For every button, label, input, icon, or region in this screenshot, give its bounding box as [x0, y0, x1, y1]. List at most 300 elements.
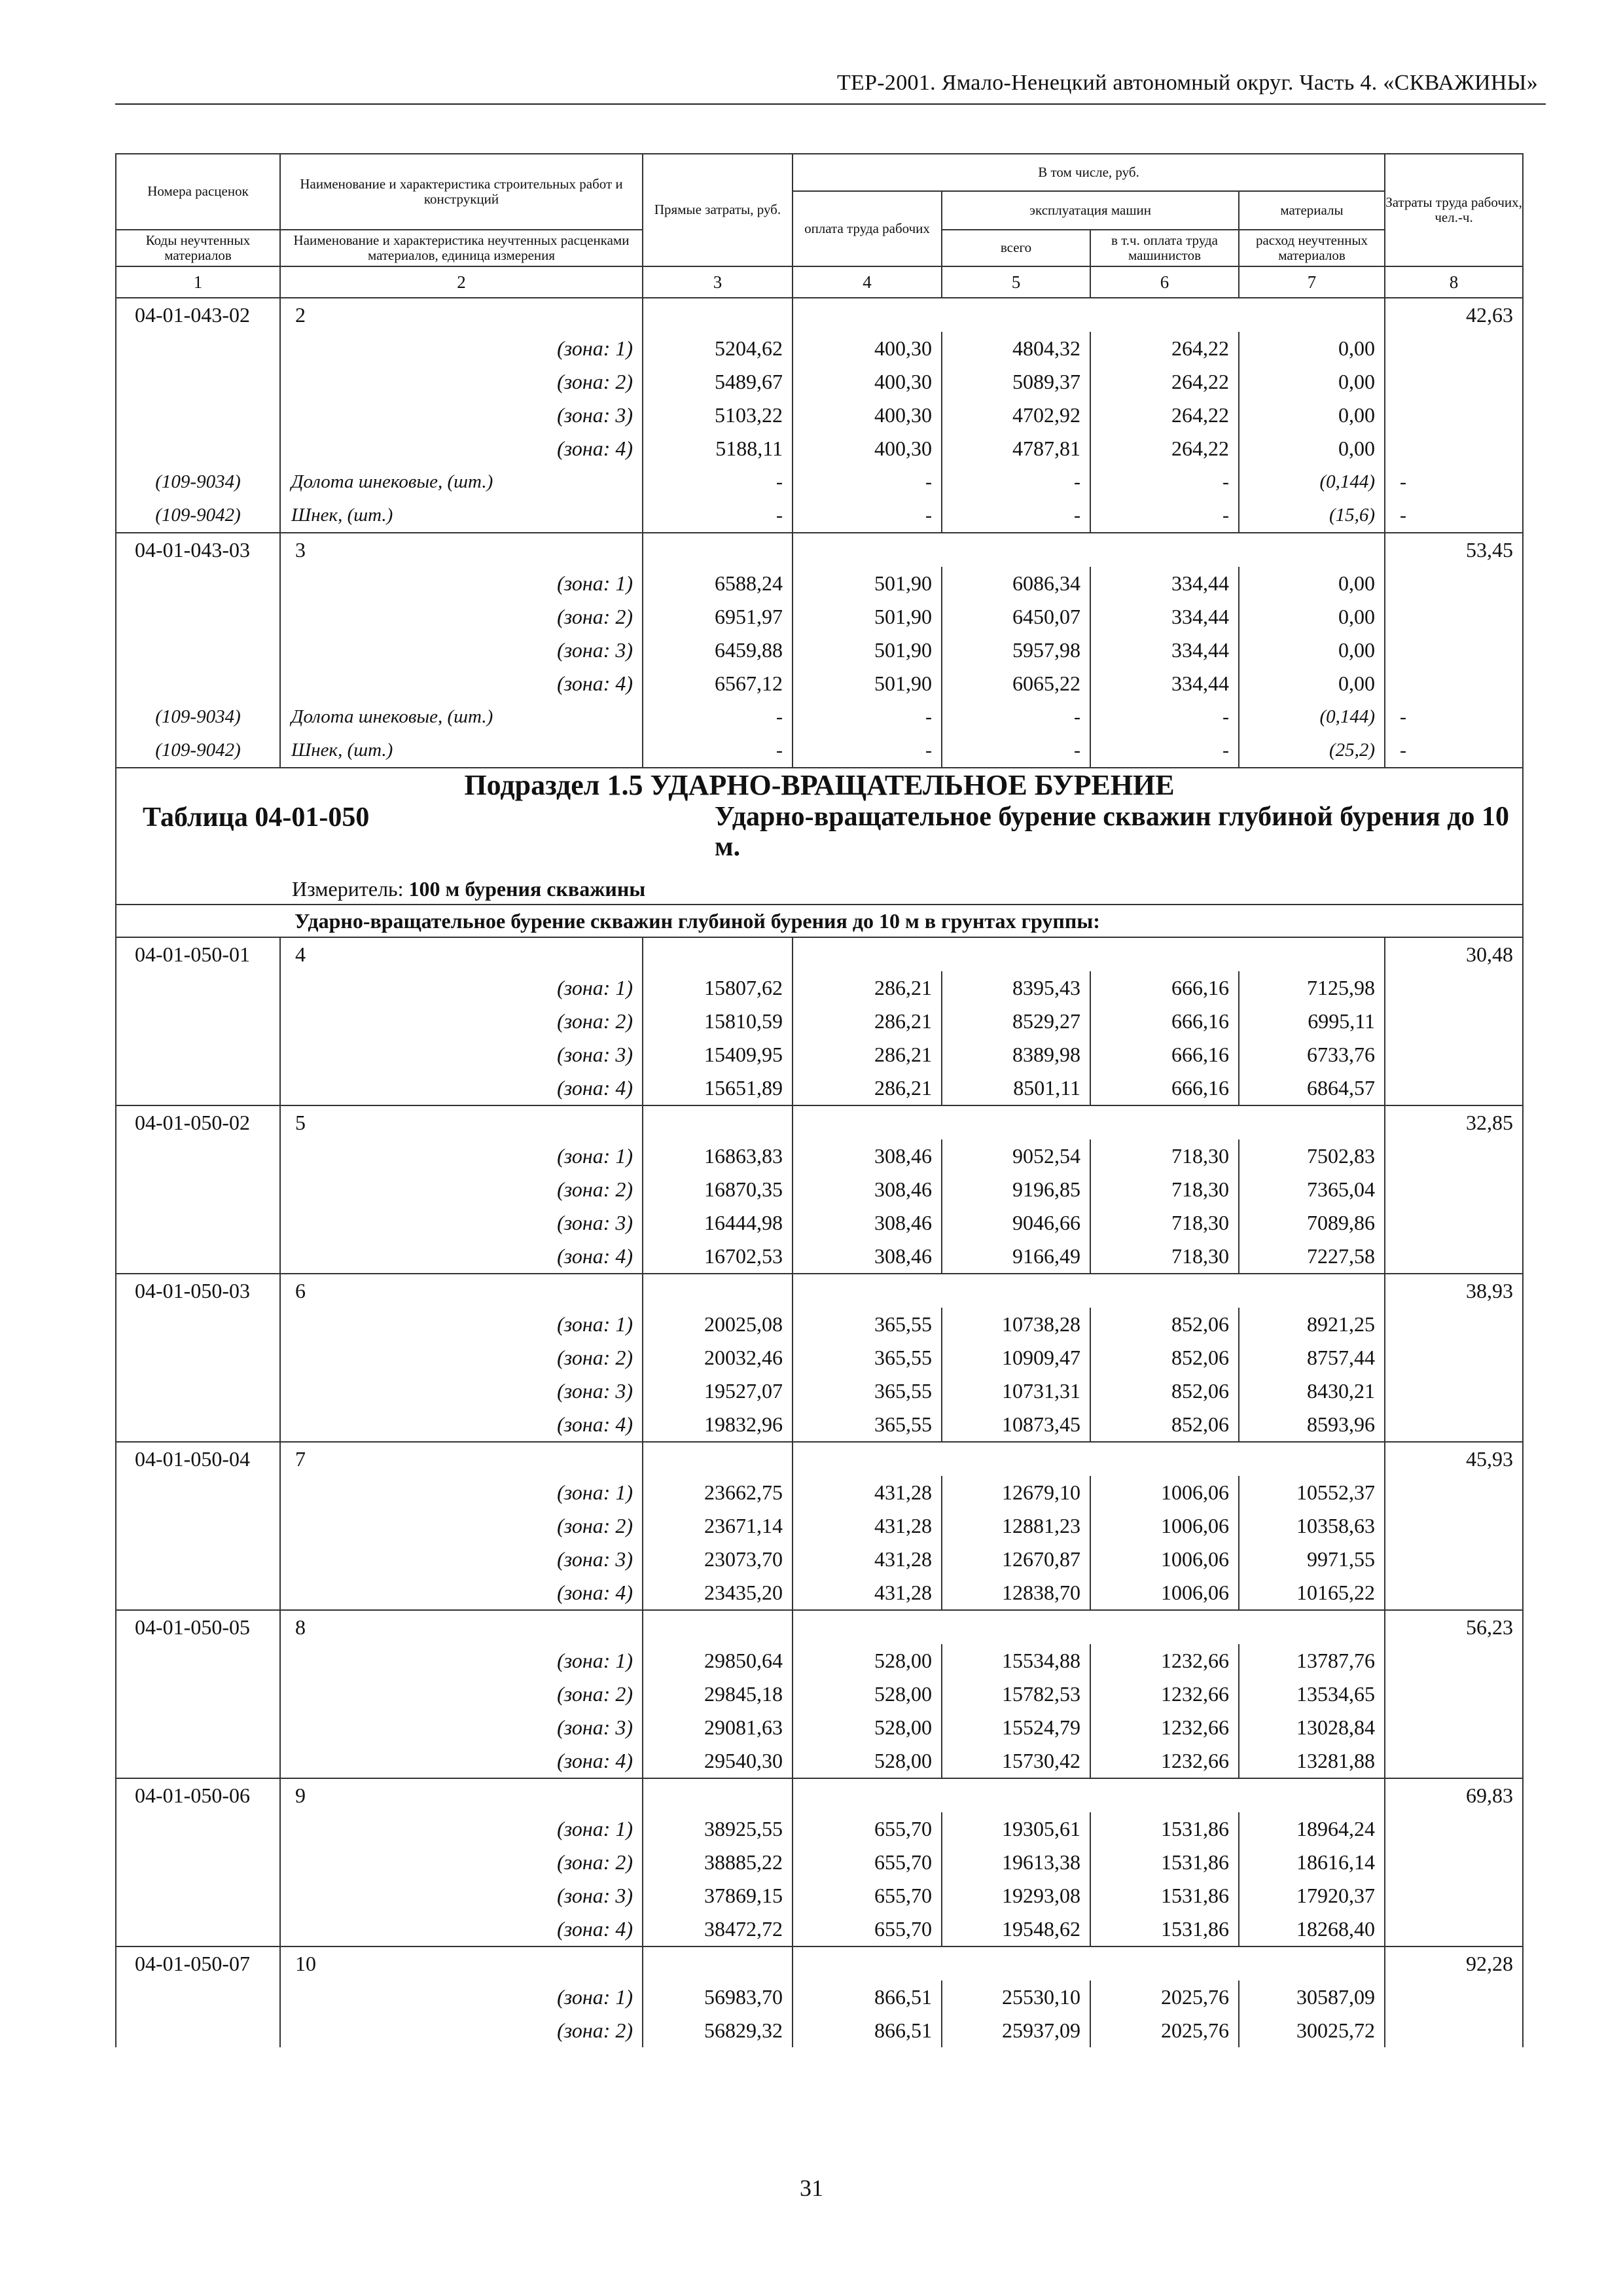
- empty-cell: [116, 1509, 280, 1543]
- machine-total: 10909,47: [942, 1341, 1090, 1374]
- machinist-pay: 718,30: [1090, 1206, 1239, 1240]
- empty-cell: [116, 1744, 280, 1778]
- materials-cost: 8921,25: [1239, 1308, 1385, 1341]
- empty-cell: [1090, 1274, 1239, 1308]
- empty-cell: [116, 1912, 280, 1946]
- rate-name: 4: [280, 937, 643, 971]
- zone-row: [116, 1677, 1523, 1711]
- empty-cell: [1385, 1912, 1523, 1946]
- machine-total: 12881,23: [942, 1509, 1090, 1543]
- empty-cell: [1385, 1644, 1523, 1677]
- empty-cell: [116, 1981, 280, 2014]
- empty-cell: [116, 1812, 280, 1846]
- labor-cost: 45,93: [1385, 1442, 1523, 1476]
- zone-label: (зона: 4): [280, 667, 643, 700]
- direct-costs: 38925,55: [643, 1812, 793, 1846]
- empty-cell: [1385, 1308, 1523, 1341]
- labor-pay: 655,70: [793, 1846, 942, 1879]
- machinist-pay: 852,06: [1090, 1341, 1239, 1374]
- materials-cost: 30025,72: [1239, 2014, 1385, 2047]
- empty-cell: [116, 365, 280, 399]
- labor-pay: 365,55: [793, 1341, 942, 1374]
- empty-cell: [116, 399, 280, 432]
- material-dash: -: [643, 734, 793, 768]
- column-number: 8: [1385, 266, 1523, 298]
- empty-cell: [643, 1105, 793, 1139]
- zone-row: [116, 365, 1523, 399]
- rate-row: [116, 298, 1523, 332]
- machine-total: 9196,85: [942, 1173, 1090, 1206]
- empty-cell: [942, 1442, 1090, 1476]
- zone-label: (зона: 1): [280, 1812, 643, 1846]
- labor-pay: 286,21: [793, 1071, 942, 1105]
- column-number-row: [116, 266, 1523, 298]
- direct-costs: 20032,46: [643, 1341, 793, 1374]
- labor-pay: 400,30: [793, 332, 942, 365]
- empty-cell: [1385, 365, 1523, 399]
- machine-total: 5957,98: [942, 634, 1090, 667]
- empty-cell: [1385, 1812, 1523, 1846]
- material-name: Шнек, (шт.): [280, 734, 643, 768]
- materials-cost: 13281,88: [1239, 1744, 1385, 1778]
- zone-label: (зона: 4): [280, 1912, 643, 1946]
- machine-total: 8501,11: [942, 1071, 1090, 1105]
- empty-cell: [1239, 1105, 1385, 1139]
- zone-label: (зона: 3): [280, 399, 643, 432]
- empty-cell: [1090, 937, 1239, 971]
- labor-pay: 365,55: [793, 1308, 942, 1341]
- machine-total: 19293,08: [942, 1879, 1090, 1912]
- empty-cell: [116, 1846, 280, 1879]
- empty-cell: [1385, 399, 1523, 432]
- machine-total: 9046,66: [942, 1206, 1090, 1240]
- machinist-pay: 666,16: [1090, 971, 1239, 1005]
- zone-label: (зона: 4): [280, 1576, 643, 1610]
- column-number: 5: [942, 266, 1090, 298]
- materials-cost: 13534,65: [1239, 1677, 1385, 1711]
- empty-cell: [1385, 1476, 1523, 1509]
- materials-cost: 6995,11: [1239, 1005, 1385, 1038]
- column-number: 4: [793, 266, 942, 298]
- empty-cell: [1239, 533, 1385, 567]
- materials-cost: 0,00: [1239, 399, 1385, 432]
- zone-label: (зона: 2): [280, 600, 643, 634]
- empty-cell: [1385, 971, 1523, 1005]
- materials-cost: 10552,37: [1239, 1476, 1385, 1509]
- direct-costs: 38885,22: [643, 1846, 793, 1879]
- zone-label: (зона: 4): [280, 432, 643, 465]
- direct-costs: 6567,12: [643, 667, 793, 700]
- empty-cell: [1385, 332, 1523, 365]
- material-code: (109-9042): [116, 499, 280, 533]
- material-quantity: (0,144): [1239, 700, 1385, 734]
- zone-label: (зона: 1): [280, 1981, 643, 2014]
- machine-total: 6086,34: [942, 567, 1090, 600]
- direct-costs: 5204,62: [643, 332, 793, 365]
- materials-cost: 6733,76: [1239, 1038, 1385, 1071]
- top-entries: [116, 298, 1523, 768]
- empty-cell: [116, 971, 280, 1005]
- direct-costs: 15810,59: [643, 1005, 793, 1038]
- material-name: Долота шнековые, (шт.): [280, 700, 643, 734]
- machine-total: 4702,92: [942, 399, 1090, 432]
- zone-row: [116, 1476, 1523, 1509]
- direct-costs: 16863,83: [643, 1139, 793, 1173]
- group-heading: Ударно-вращательное бурение скважин глубиной бурения до 10 м в грунтах группы:: [280, 905, 1523, 937]
- direct-costs: 15807,62: [643, 971, 793, 1005]
- machinist-pay: 666,16: [1090, 1038, 1239, 1071]
- empty-cell: [1090, 298, 1239, 332]
- subsection-title: Подраздел 1.5 УДАРНО-ВРАЩАТЕЛЬНОЕ БУРЕНИЕ: [116, 768, 1523, 802]
- direct-costs: 29845,18: [643, 1677, 793, 1711]
- empty-cell: [1385, 567, 1523, 600]
- machine-total: 10731,31: [942, 1374, 1090, 1408]
- zone-row: [116, 634, 1523, 667]
- zone-label: (зона: 3): [280, 1374, 643, 1408]
- labor-cost: 92,28: [1385, 1946, 1523, 1981]
- machinist-pay: 1232,66: [1090, 1744, 1239, 1778]
- material-row: [116, 700, 1523, 734]
- zone-row: [116, 1341, 1523, 1374]
- zone-row: [116, 567, 1523, 600]
- empty-cell: [1239, 1274, 1385, 1308]
- zone-label: (зона: 2): [280, 1677, 643, 1711]
- zone-label: (зона: 4): [280, 1744, 643, 1778]
- machinist-pay: 1006,06: [1090, 1576, 1239, 1610]
- direct-costs: 16870,35: [643, 1173, 793, 1206]
- empty-cell: [643, 1274, 793, 1308]
- zone-label: (зона: 4): [280, 1240, 643, 1274]
- empty-cell: [116, 1879, 280, 1912]
- empty-cell: [643, 533, 793, 567]
- direct-costs: 19527,07: [643, 1374, 793, 1408]
- labor-pay: 655,70: [793, 1912, 942, 1946]
- zone-label: (зона: 3): [280, 1879, 643, 1912]
- labor-cost: 32,85: [1385, 1105, 1523, 1139]
- rate-row: [116, 1105, 1523, 1139]
- machinist-pay: 718,30: [1090, 1139, 1239, 1173]
- materials-cost: 0,00: [1239, 667, 1385, 700]
- zone-label: (зона: 2): [280, 1509, 643, 1543]
- labor-pay: 655,70: [793, 1812, 942, 1846]
- empty-cell: [942, 1778, 1090, 1812]
- material-dash: -: [793, 700, 942, 734]
- zone-row: [116, 1005, 1523, 1038]
- rate-row: [116, 533, 1523, 567]
- labor-dash: -: [1385, 734, 1523, 768]
- rate-row: [116, 1610, 1523, 1644]
- header-materials: материалы: [1239, 191, 1385, 230]
- direct-costs: 6459,88: [643, 634, 793, 667]
- empty-cell: [1239, 937, 1385, 971]
- materials-cost: 8757,44: [1239, 1341, 1385, 1374]
- machinist-pay: 2025,76: [1090, 2014, 1239, 2047]
- material-dash: -: [643, 700, 793, 734]
- header-material-names: Наименование и характеристика неучтенных расценками материалов, единица измерения: [280, 230, 643, 266]
- direct-costs: 23671,14: [643, 1509, 793, 1543]
- table-header: [116, 154, 1523, 298]
- empty-cell: [116, 1038, 280, 1071]
- materials-cost: 18964,24: [1239, 1812, 1385, 1846]
- machinist-pay: 1232,66: [1090, 1644, 1239, 1677]
- empty-cell: [1385, 1005, 1523, 1038]
- zone-row: [116, 1576, 1523, 1610]
- empty-cell: [116, 1576, 280, 1610]
- empty-cell: [116, 1374, 280, 1408]
- direct-costs: 23662,75: [643, 1476, 793, 1509]
- empty-cell: [1090, 1610, 1239, 1644]
- empty-cell: [942, 937, 1090, 971]
- rate-code: 04-01-043-03: [116, 533, 280, 567]
- machine-total: 8389,98: [942, 1038, 1090, 1071]
- materials-cost: 0,00: [1239, 365, 1385, 399]
- labor-pay: 501,90: [793, 567, 942, 600]
- empty-cell: [1239, 1946, 1385, 1981]
- price-table: [115, 153, 1524, 2047]
- material-dash: -: [1090, 499, 1239, 533]
- labor-cost: 69,83: [1385, 1778, 1523, 1812]
- empty-cell: [1385, 1981, 1523, 2014]
- header-including: В том числе, руб.: [793, 154, 1385, 191]
- labor-pay: 365,55: [793, 1374, 942, 1408]
- meter-value: 100 м бурения скважины: [408, 876, 646, 901]
- labor-pay: 528,00: [793, 1677, 942, 1711]
- direct-costs: 38472,72: [643, 1912, 793, 1946]
- labor-pay: 308,46: [793, 1206, 942, 1240]
- zone-label: (зона: 4): [280, 1071, 643, 1105]
- direct-costs: 16444,98: [643, 1206, 793, 1240]
- zone-label: (зона: 3): [280, 634, 643, 667]
- machine-total: 15782,53: [942, 1677, 1090, 1711]
- machine-total: 9052,54: [942, 1139, 1090, 1173]
- rate-row: [116, 1442, 1523, 1476]
- labor-pay: 655,70: [793, 1879, 942, 1912]
- zone-label: (зона: 1): [280, 332, 643, 365]
- header-material-codes: Коды неучтенных материалов: [116, 230, 280, 266]
- machine-total: 19613,38: [942, 1846, 1090, 1879]
- empty-cell: [793, 1442, 942, 1476]
- empty-cell: [1385, 1240, 1523, 1274]
- empty-cell: [116, 2014, 280, 2047]
- zone-row: [116, 332, 1523, 365]
- labor-pay: 528,00: [793, 1744, 942, 1778]
- direct-costs: 20025,08: [643, 1308, 793, 1341]
- direct-costs: 5489,67: [643, 365, 793, 399]
- empty-cell: [116, 567, 280, 600]
- labor-cost: 30,48: [1385, 937, 1523, 971]
- materials-cost: 18616,14: [1239, 1846, 1385, 1879]
- labor-cost: 53,45: [1385, 533, 1523, 567]
- empty-cell: [116, 1408, 280, 1442]
- empty-cell: [1385, 1846, 1523, 1879]
- labor-pay: 866,51: [793, 2014, 942, 2047]
- column-number: 3: [643, 266, 793, 298]
- zone-label: (зона: 3): [280, 1206, 643, 1240]
- header-direct-costs: Прямые затраты, руб.: [643, 154, 793, 266]
- zone-label: (зона: 1): [280, 1139, 643, 1173]
- direct-costs: 29850,64: [643, 1644, 793, 1677]
- machinist-pay: 264,22: [1090, 365, 1239, 399]
- empty-cell: [1385, 667, 1523, 700]
- machinist-pay: 1531,86: [1090, 1812, 1239, 1846]
- materials-cost: 7089,86: [1239, 1206, 1385, 1240]
- empty-cell: [1385, 1576, 1523, 1610]
- materials-cost: 7502,83: [1239, 1139, 1385, 1173]
- subsection-block: [116, 768, 1523, 937]
- empty-cell: [1090, 1946, 1239, 1981]
- rate-code: 04-01-050-05: [116, 1610, 280, 1644]
- empty-cell: [1090, 1778, 1239, 1812]
- machinist-pay: 264,22: [1090, 332, 1239, 365]
- materials-cost: 6864,57: [1239, 1071, 1385, 1105]
- labor-pay: 400,30: [793, 432, 942, 465]
- empty-cell: [643, 937, 793, 971]
- empty-cell: [1385, 600, 1523, 634]
- empty-cell: [942, 533, 1090, 567]
- machinist-pay: 852,06: [1090, 1308, 1239, 1341]
- zone-row: [116, 667, 1523, 700]
- zone-row: [116, 1744, 1523, 1778]
- empty-cell: [1385, 1711, 1523, 1744]
- header-machinist-pay: в т.ч. оплата труда машинистов: [1090, 230, 1239, 266]
- machinist-pay: 1006,06: [1090, 1509, 1239, 1543]
- direct-costs: 6951,97: [643, 600, 793, 634]
- empty-cell: [1385, 1341, 1523, 1374]
- materials-cost: 0,00: [1239, 432, 1385, 465]
- materials-cost: 7227,58: [1239, 1240, 1385, 1274]
- materials-cost: 13787,76: [1239, 1644, 1385, 1677]
- machine-total: 19305,61: [942, 1812, 1090, 1846]
- labor-pay: 501,90: [793, 667, 942, 700]
- empty-cell: [793, 1778, 942, 1812]
- rate-code: 04-01-050-03: [116, 1274, 280, 1308]
- materials-cost: 7365,04: [1239, 1173, 1385, 1206]
- rate-name: 6: [280, 1274, 643, 1308]
- header-machine-operation: эксплуатация машин: [942, 191, 1239, 230]
- empty-cell: [116, 1711, 280, 1744]
- direct-costs: 19832,96: [643, 1408, 793, 1442]
- zone-row: [116, 1846, 1523, 1879]
- rate-code: 04-01-050-02: [116, 1105, 280, 1139]
- direct-costs: 6588,24: [643, 567, 793, 600]
- machinist-pay: 1531,86: [1090, 1879, 1239, 1912]
- materials-cost: 30587,09: [1239, 1981, 1385, 2014]
- material-row: [116, 734, 1523, 768]
- zone-row: [116, 1139, 1523, 1173]
- machinist-pay: 1006,06: [1090, 1543, 1239, 1576]
- material-quantity: (25,2): [1239, 734, 1385, 768]
- empty-cell: [1385, 1071, 1523, 1105]
- direct-costs: 15409,95: [643, 1038, 793, 1071]
- machine-total: 5089,37: [942, 365, 1090, 399]
- labor-pay: 528,00: [793, 1644, 942, 1677]
- labor-pay: 286,21: [793, 971, 942, 1005]
- zone-label: (зона: 2): [280, 2014, 643, 2047]
- materials-cost: 10165,22: [1239, 1576, 1385, 1610]
- empty-cell: [1385, 1206, 1523, 1240]
- empty-cell: [116, 1308, 280, 1341]
- material-name: Шнек, (шт.): [280, 499, 643, 533]
- rate-row: [116, 1946, 1523, 1981]
- zone-row: [116, 1711, 1523, 1744]
- direct-costs: 16702,53: [643, 1240, 793, 1274]
- empty-cell: [1385, 1038, 1523, 1071]
- material-dash: -: [1090, 700, 1239, 734]
- column-number: 7: [1239, 266, 1385, 298]
- empty-cell: [942, 298, 1090, 332]
- zone-row: [116, 1240, 1523, 1274]
- rate-name: 2: [280, 298, 643, 332]
- rate-name: 10: [280, 1946, 643, 1981]
- labor-pay: 501,90: [793, 600, 942, 634]
- materials-cost: 0,00: [1239, 332, 1385, 365]
- empty-cell: [793, 1105, 942, 1139]
- empty-cell: [116, 1341, 280, 1374]
- header-work-name: Наименование и характеристика строительных работ и конструкций: [280, 154, 643, 230]
- materials-cost: 7125,98: [1239, 971, 1385, 1005]
- rate-code: 04-01-050-01: [116, 937, 280, 971]
- empty-cell: [942, 1105, 1090, 1139]
- zone-label: (зона: 3): [280, 1543, 643, 1576]
- empty-cell: [942, 1946, 1090, 1981]
- rate-code: 04-01-050-04: [116, 1442, 280, 1476]
- materials-cost: 18268,40: [1239, 1912, 1385, 1946]
- rate-name: 3: [280, 533, 643, 567]
- header-labor-pay: оплата труда рабочих: [793, 191, 942, 266]
- empty-cell: [793, 298, 942, 332]
- machinist-pay: 666,16: [1090, 1005, 1239, 1038]
- labor-pay: 431,28: [793, 1576, 942, 1610]
- material-dash: -: [942, 734, 1090, 768]
- labor-pay: 501,90: [793, 634, 942, 667]
- running-header: ТЕР-2001. Ямало-Ненецкий автономный округ. Часть 4. «СКВАЖИНЫ»: [836, 71, 1538, 95]
- machinist-pay: 1531,86: [1090, 1846, 1239, 1879]
- machinist-pay: 264,22: [1090, 432, 1239, 465]
- labor-pay: 365,55: [793, 1408, 942, 1442]
- empty-cell: [1385, 634, 1523, 667]
- rate-code: 04-01-043-02: [116, 298, 280, 332]
- machinist-pay: 852,06: [1090, 1408, 1239, 1442]
- labor-pay: 400,30: [793, 399, 942, 432]
- labor-pay: 528,00: [793, 1711, 942, 1744]
- empty-cell: [793, 1274, 942, 1308]
- zone-row: [116, 1981, 1523, 2014]
- materials-cost: 17920,37: [1239, 1879, 1385, 1912]
- empty-cell: [116, 1644, 280, 1677]
- zone-label: (зона: 2): [280, 1341, 643, 1374]
- material-code: (109-9034): [116, 465, 280, 499]
- machinist-pay: 666,16: [1090, 1071, 1239, 1105]
- empty-cell: [1239, 1442, 1385, 1476]
- labor-pay: 308,46: [793, 1173, 942, 1206]
- meter-label: Измеритель:: [292, 876, 404, 901]
- rate-code: 04-01-050-06: [116, 1778, 280, 1812]
- machine-total: 10738,28: [942, 1308, 1090, 1341]
- zone-label: (зона: 3): [280, 1711, 643, 1744]
- header-rate-numbers: Номера расценок: [116, 154, 280, 230]
- empty-cell: [1385, 1879, 1523, 1912]
- zone-label: (зона: 4): [280, 1408, 643, 1442]
- empty-cell: [116, 1173, 280, 1206]
- machinist-pay: 852,06: [1090, 1374, 1239, 1408]
- labor-dash: -: [1385, 700, 1523, 734]
- zone-row: [116, 1038, 1523, 1071]
- material-code: (109-9042): [116, 734, 280, 768]
- machine-total: 12670,87: [942, 1543, 1090, 1576]
- machinist-pay: 1531,86: [1090, 1912, 1239, 1946]
- empty-cell: [116, 1071, 280, 1105]
- materials-cost: 0,00: [1239, 634, 1385, 667]
